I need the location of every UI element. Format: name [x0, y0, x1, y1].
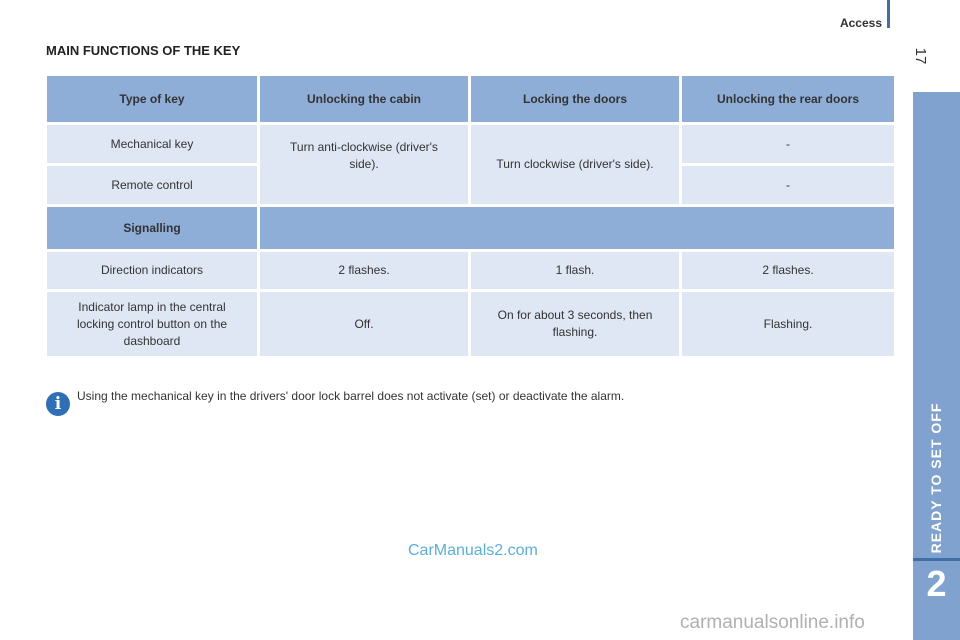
cell-unlocking-cabin-keys: Turn anti-clockwise (driver's side). — [260, 125, 468, 204]
row-label-remote-control: Remote control — [47, 166, 257, 204]
page-title: MAIN FUNCTIONS OF THE KEY — [46, 43, 241, 58]
cell-lamp-rear: Flashing. — [682, 292, 894, 356]
header-unlocking-rear-doors: Unlocking the rear doors — [682, 76, 894, 122]
header-unlocking-cabin: Unlocking the cabin — [260, 76, 468, 122]
table-row — [47, 207, 894, 249]
header-locking-doors: Locking the doors — [471, 76, 679, 122]
row-label-mechanical-key: Mechanical key — [47, 125, 257, 163]
key-functions-table — [44, 73, 897, 359]
watermark-carmanuals2: CarManuals2.com — [408, 542, 538, 559]
info-icon: i — [46, 392, 70, 416]
cell-indicators-cabin: 2 flashes. — [260, 252, 468, 289]
table-row — [47, 252, 894, 289]
cell-indicators-doors: 1 flash. — [471, 252, 679, 289]
row-label-direction-indicators: Direction indicators — [47, 252, 257, 289]
cell-rear-mechanical: - — [682, 125, 894, 163]
cell-lamp-cabin: Off. — [260, 292, 468, 356]
info-note: Using the mechanical key in the drivers' door lock barrel does not activate (set) or deactivate the alarm. — [77, 389, 625, 403]
chapter-number: 2 — [926, 563, 947, 604]
cell-lamp-doors: On for about 3 seconds, then flashing. — [471, 292, 679, 356]
sidebar-divider — [913, 558, 960, 561]
cell-indicators-rear: 2 flashes. — [682, 252, 894, 289]
watermark-carmanualsonline: carmanualsonline.info — [680, 612, 865, 633]
table-row — [47, 292, 894, 356]
row-label-indicator-lamp: Indicator lamp in the central locking control button on the dashboard — [47, 292, 257, 356]
signalling-band — [260, 207, 894, 249]
cell-rear-remote: - — [682, 166, 894, 204]
header-divider — [887, 0, 890, 28]
table-header-row — [47, 76, 894, 122]
chapter-title-text: READY TO SET OFF — [928, 402, 944, 554]
table-row — [47, 125, 894, 163]
page-number: 17 — [912, 47, 929, 65]
section-label: Access — [839, 16, 882, 30]
header-type-of-key: Type of key — [47, 76, 257, 122]
row-label-signalling: Signalling — [47, 207, 257, 249]
cell-locking-doors-keys: Turn clockwise (driver's side). — [471, 125, 679, 204]
